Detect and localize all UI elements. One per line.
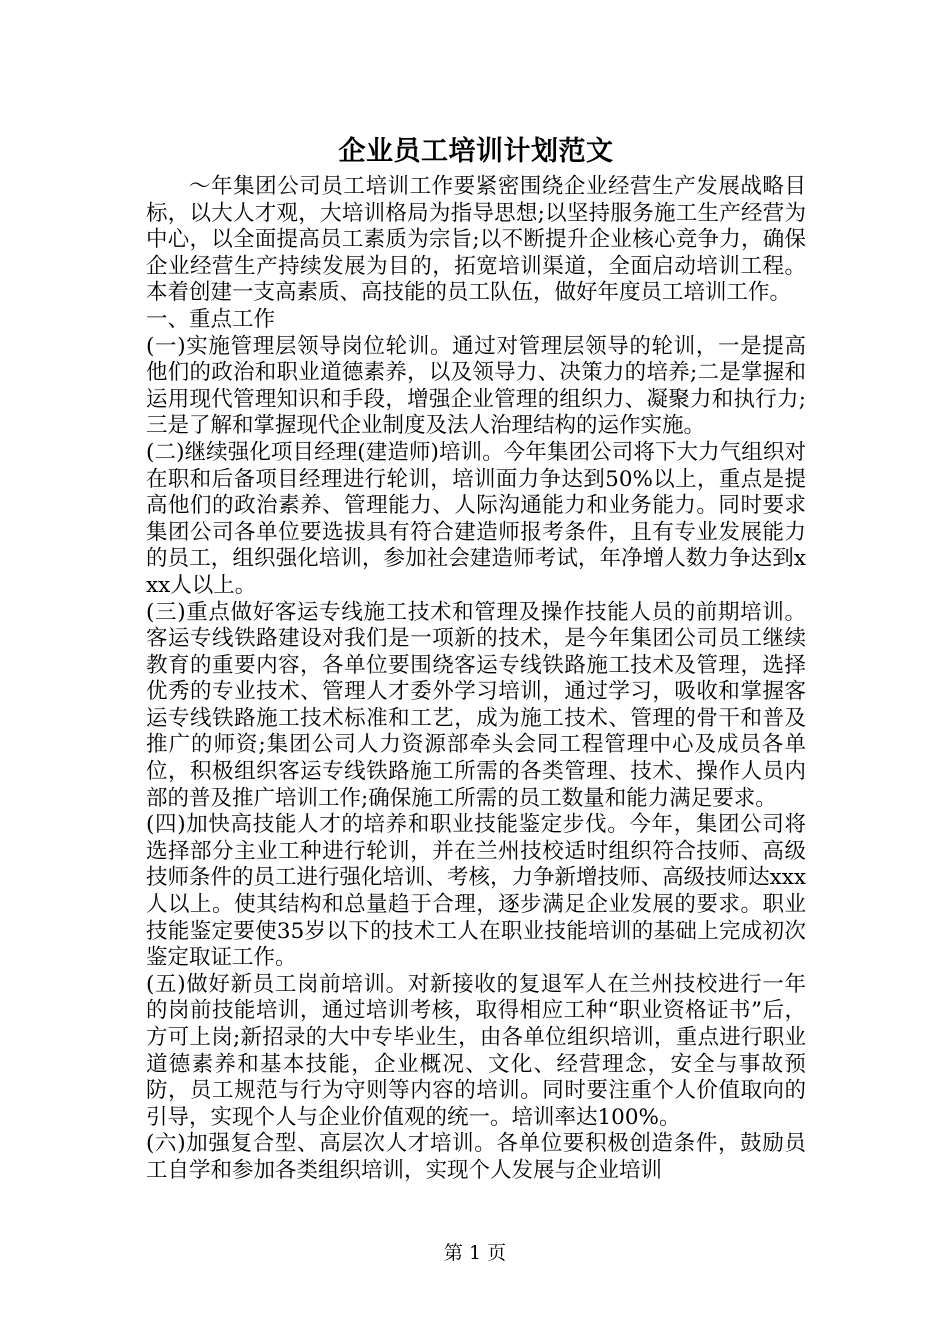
item-paragraph-6: (六)加强复合型、高层次人才培训。各单位要积极创造条件，鼓励员工自学和参加各类组织培训，实现个人发展与企业培训 [146, 1131, 806, 1183]
item-paragraph-2: (二)继续强化项目经理(建造师)培训。今年集团公司将下大力气组织对在职和后备项目经理进行轮训，培训面力争达到50%以上，重点是提高他们的政治素养、管理能力、人际沟通能力和业务能力。同时要求集团公司各单位要选拔具有符合建造师报考条件，且有专业发展能力的员工，组织强化培训，参加社会建造师考试，年净增人数力争达到xxx人以上。 [146, 439, 806, 598]
page-number: 第 1 页 [443, 1242, 507, 1264]
intro-paragraph: ～年集团公司员工培训工作要紧密围绕企业经营生产发展战略目标，以大人才观，大培训格局为指导思想;以坚持服务施工生产经营为中心，以全面提高员工素质为宗旨;以不断提升企业核心竞争力，确保企业经营生产持续发展为目的，拓宽培训渠道，全面启动培训工程。本着创建一支高素质、高技能的员工队伍，做好年度员工培训工作。 [146, 174, 806, 306]
item-paragraph-1: (一)实施管理层领导岗位轮训。通过对管理层领导的轮训，一是提高他们的政治和职业道德素养，以及领导力、决策力的培养;二是掌握和运用现代管理知识和手段，增强企业管理的组织力、凝聚力和执行力;三是了解和掌握现代企业制度及法人治理结构的运作实施。 [146, 333, 806, 439]
item-paragraph-5: (五)做好新员工岗前培训。对新接收的复退军人在兰州技校进行一年的岗前技能培训，通过培训考核，取得相应工种“职业资格证书”后，方可上岗;新招录的大中专毕业生，由各单位组织培训，重点进行职业道德素养和基本技能，企业概况、文化、经营理念，安全与事故预防，员工规范与行为守则等内容的培训。同时要注重个人价值取向的引导，实现个人与企业价值观的统一。培训率达100%。 [146, 971, 806, 1130]
item-paragraph-4: (四)加快高技能人才的培养和职业技能鉴定步伐。今年，集团公司将选择部分主业工种进行轮训，并在兰州技校适时组织符合技师、高级技师条件的员工进行强化培训、考核，力争新增技师、高级技师达xxx人以上。使其结构和总量趋于合理，逐步满足企业发展的要求。职业技能鉴定要使35岁以下的技术工人在职业技能培训的基础上完成初次鉴定取证工作。 [146, 812, 806, 971]
section-heading: 一、重点工作 [146, 306, 276, 332]
item-paragraph-3: (三)重点做好客运专线施工技术和管理及操作技能人员的前期培训。客运专线铁路建设对我们是一项新的技术，是今年集团公司员工继续教育的重要内容，各单位要围绕客运专线铁路施工技术及管理，选择优秀的专业技术、管理人才委外学习培训，通过学习，吸收和掌握客运专线铁路施工技术标准和工艺，成为施工技术、管理的骨干和普及推广的师资;集团公司人力资源部牵头会同工程管理中心及成员各单位，积极组织客运专线铁路施工所需的各类管理、技术、操作人员内部的普及推广培训工作;确保施工所需的员工数量和能力满足要求。 [146, 599, 806, 811]
document-title: 企业员工培训计划范文 [338, 136, 614, 167]
document-body [146, 130, 806, 1185]
